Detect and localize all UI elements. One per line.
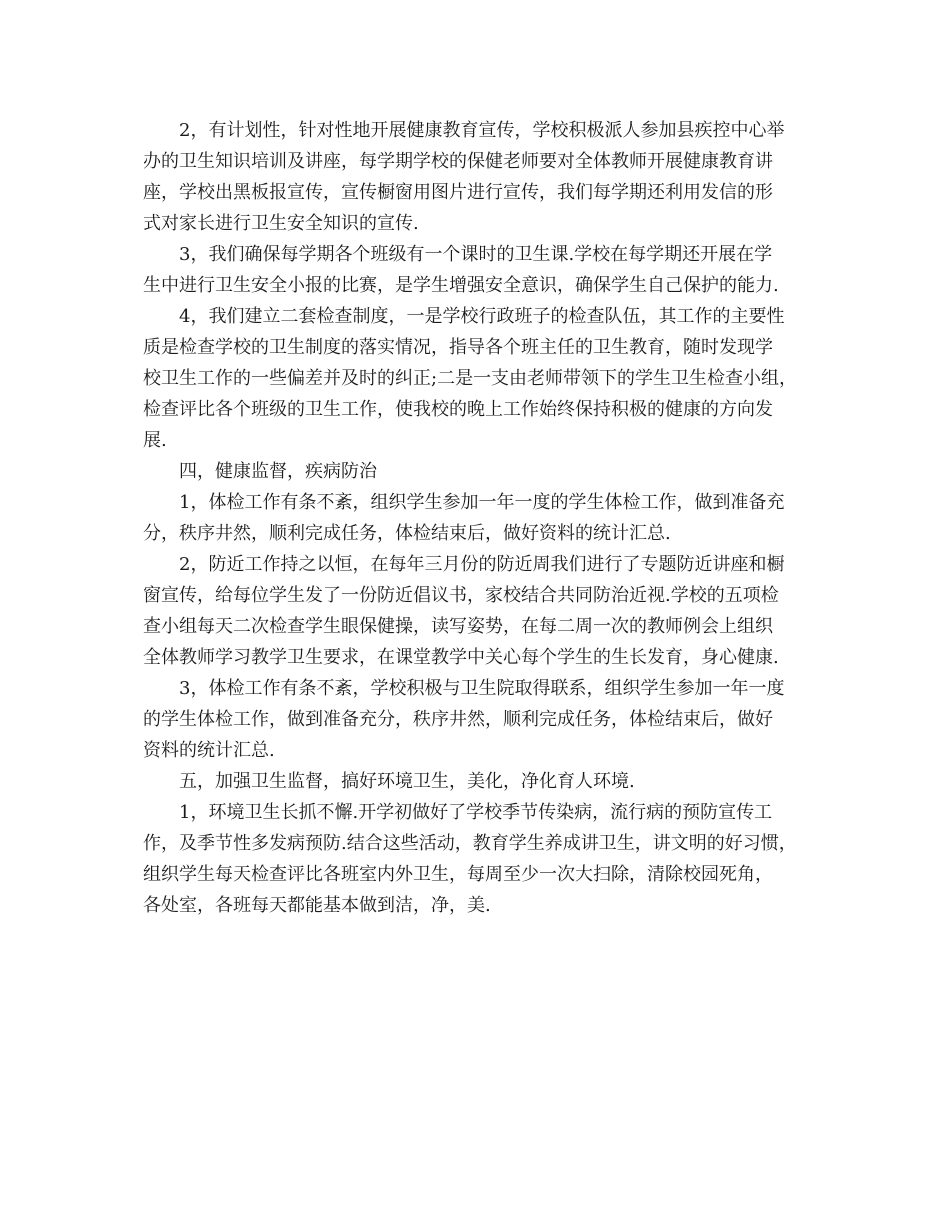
text-line: 的学生体检工作，做到准备充分，秩序井然，顺利完成任务，体检结束后，做好 xyxy=(143,709,773,730)
text-line: 全体教师学习教学卫生要求，在课堂教学中关心每个学生的生长发育，身心健康. xyxy=(143,647,779,668)
text-line: 2，防近工作持之以恒，在每年三月份的防近周我们进行了专题防近讲座和橱 xyxy=(179,554,785,575)
text-line: 各处室，各班每天都能基本做到洁，净，美. xyxy=(143,895,491,916)
body-text xyxy=(143,115,813,921)
text-line: 生中进行卫生安全小报的比赛，是学生增强安全意识，确保学生自己保护的能力. xyxy=(143,275,779,296)
text-line: 1，环境卫生长抓不懈.开学初做好了学校季节传染病，流行病的预防宣传工 xyxy=(179,802,773,823)
text-line: 展. xyxy=(143,430,167,451)
text-line: 4，我们建立二套检查制度，一是学校行政班子的检查队伍，其工作的主要性 xyxy=(179,306,785,327)
text-line: 资料的统计汇总. xyxy=(143,740,275,761)
text-line: 办的卫生知识培训及讲座，每学期学校的保健老师要对全体教师开展健康教育讲 xyxy=(143,151,773,172)
text-line: 五，加强卫生监督，搞好环境卫生，美化，净化育人环境. xyxy=(179,771,635,792)
text-line: 分，秩序井然，顺利完成任务，体检结束后，做好资料的统计汇总. xyxy=(143,523,671,544)
text-line: 1，体检工作有条不紊，组织学生参加一年一度的学生体检工作，做到准备充 xyxy=(179,492,785,513)
text-line: 查小组每天二次检查学生眼保健操，读写姿势，在每二周一次的教师例会上组织 xyxy=(143,616,773,637)
text-line: 3，体检工作有条不紊，学校积极与卫生院取得联系，组织学生参加一年一度 xyxy=(179,678,785,699)
text-line: 式对家长进行卫生安全知识的宣传. xyxy=(143,213,419,234)
text-line: 四，健康监督，疾病防治 xyxy=(179,461,377,482)
text-line: 质是检查学校的卫生制度的落实情况，指导各个班主任的卫生教育，随时发现学 xyxy=(143,337,773,358)
text-line: 3，我们确保每学期各个班级有一个课时的卫生课.学校在每学期还开展在学 xyxy=(179,244,773,265)
text-line: 作，及季节性多发病预防.结合这些活动，教育学生养成讲卫生，讲文明的好习惯， xyxy=(143,833,797,854)
text-line: 座，学校出黑板报宣传，宣传橱窗用图片进行宣传，我们每学期还利用发信的形 xyxy=(143,182,773,203)
text-line: 组织学生每天检查评比各班室内外卫生，每周至少一次大扫除，清除校园死角， xyxy=(143,864,773,885)
text-line: 2，有计划性，针对性地开展健康教育宣传，学校积极派人参加县疾控中心举 xyxy=(179,120,785,141)
text-line: 检查评比各个班级的卫生工作，使我校的晚上工作始终保持积极的健康的方向发 xyxy=(143,399,773,420)
text-line: 窗宣传，给每位学生发了一份防近倡议书，家校结合共同防治近视.学校的五项检 xyxy=(143,585,779,606)
text-line: 校卫生工作的一些偏差并及时的纠正;二是一支由老师带领下的学生卫生检查小组， xyxy=(143,368,798,389)
